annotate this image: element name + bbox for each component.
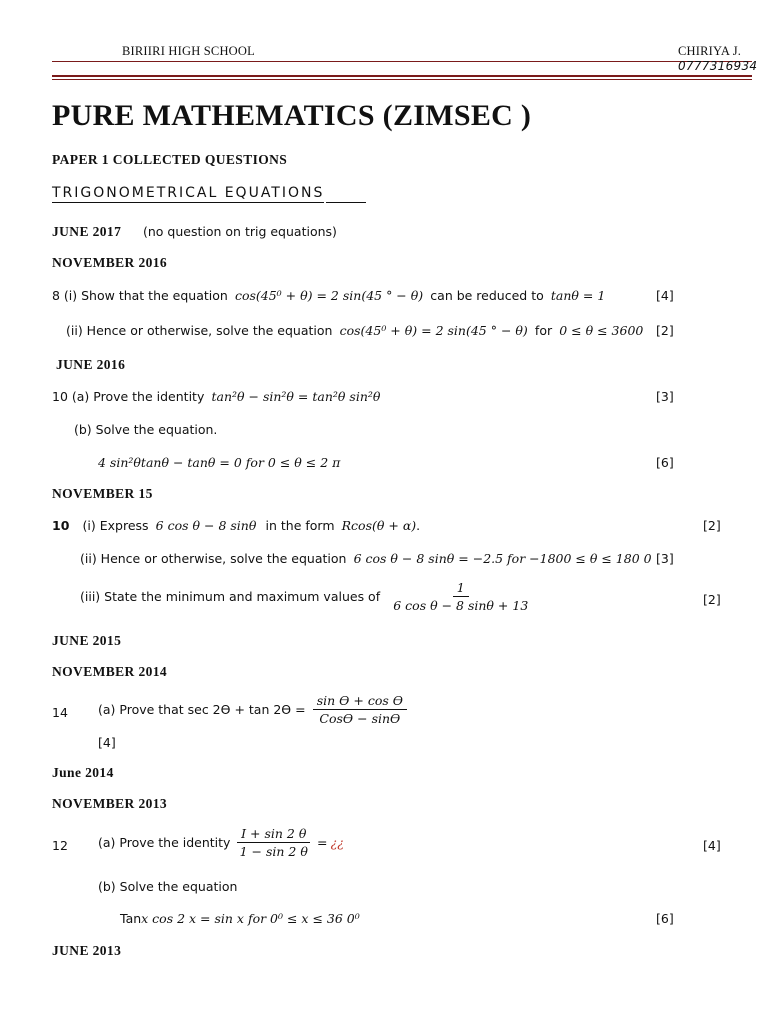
q10ii-mark: [3]	[656, 551, 674, 566]
question-10-a	[52, 389, 380, 405]
q12b-text: (b) Solve the equation	[98, 879, 238, 894]
q8i-equation: cos(45⁰ + θ) = 2 sin(45 ° − θ)	[234, 288, 424, 303]
question-10-ii	[80, 551, 652, 567]
question-10-i	[52, 518, 420, 534]
heading-november-2016: NOVEMBER 2016	[52, 255, 168, 270]
q10a-mark: [3]	[656, 389, 674, 404]
q12a-mark: [4]	[703, 838, 721, 853]
q10i-text: (i) Express	[82, 518, 149, 533]
q10ii-text: (ii) Hence or otherwise, solve the equation	[80, 551, 347, 566]
author-phone: 0777316934	[678, 59, 758, 73]
header-rule-top	[52, 61, 752, 62]
q12-number: 12	[52, 838, 68, 853]
question-12-a	[98, 826, 344, 859]
question-12-b-equation	[120, 911, 360, 927]
q10i-form: Rcos(θ + α)	[341, 518, 417, 533]
header-rule-mid	[52, 75, 752, 77]
q10b-mark: [6]	[656, 455, 674, 470]
question-14-a	[98, 693, 407, 726]
q10a-text: 10 (a) Prove the identity	[52, 389, 205, 404]
q8ii-text: (ii) Hence or otherwise, solve the equation	[66, 323, 333, 338]
q8i-text: 8 (i) Show that the equation	[52, 288, 228, 303]
q12b-prefix: Tan	[120, 911, 142, 926]
q10iii-fraction	[389, 580, 532, 613]
q10b-text: (b) Solve the equation.	[74, 422, 218, 437]
q8ii-equation: cos(45⁰ + θ) = 2 sin(45 ° − θ)	[339, 323, 528, 338]
q14-fraction	[313, 693, 407, 726]
q10i-expression: 6 cos θ − 8 sinθ	[155, 518, 257, 533]
q8ii-mark: [2]	[656, 323, 674, 338]
june-2017-note: (no question on trig equations)	[143, 224, 337, 239]
heading-june-2017: JUNE 2017	[52, 224, 122, 239]
q8i-mid-text: can be reduced to	[430, 288, 544, 303]
heading-june-2016: JUNE 2016	[56, 357, 126, 372]
heading-june-2015: JUNE 2015	[52, 633, 122, 648]
q10b-equation: 4 sin²θtanθ − tanθ = 0 for 0 ≤ θ ≤ 2 π	[98, 455, 341, 470]
heading-november-2013: NOVEMBER 2013	[52, 796, 168, 811]
q10a-equation: tan²θ − sin²θ = tan²θ sin²θ	[211, 389, 381, 404]
paper-subtitle: PAPER 1 COLLECTED QUESTIONS	[52, 152, 288, 167]
topic-text: TRIGONOMETRICAL EQUATIONS	[52, 185, 325, 201]
q12b-mark: [6]	[656, 911, 674, 926]
q14-mark: [4]	[98, 735, 116, 750]
question-8-i	[52, 288, 605, 304]
question-8-ii	[66, 323, 643, 339]
topic-underline-extension	[326, 184, 366, 203]
q8i-mark: [4]	[656, 288, 674, 303]
header-rule-bottom	[52, 79, 752, 80]
heading-november-15: NOVEMBER 15	[52, 486, 153, 501]
q10iii-text: (iii) State the minimum and maximum values of	[80, 589, 381, 604]
q10i-period: .	[416, 518, 421, 533]
author-name: CHIRIYA J.	[678, 44, 742, 58]
q14-text: (a) Prove that sec 2ϴ + tan 2ϴ =	[98, 702, 306, 717]
q12b-equation: x cos 2 x = sin x for 0⁰ ≤ x ≤ 36 0⁰	[141, 911, 360, 926]
q10i-mark: [2]	[703, 518, 721, 533]
q12a-fraction	[236, 826, 312, 859]
q8ii-for: for	[534, 323, 553, 338]
topic-heading	[52, 184, 366, 203]
q8ii-range: 0 ≤ θ ≤ 3600	[559, 323, 644, 338]
page-title: PURE MATHEMATICS (ZIMSEC )	[52, 99, 532, 132]
q14-denominator: Cosϴ − sinϴ	[319, 711, 401, 726]
q10iii-mark: [2]	[703, 592, 721, 607]
q12a-text: (a) Prove the identity	[98, 835, 231, 850]
q10i-mid-text: in the form	[265, 518, 335, 533]
q10i-number: 10	[52, 518, 70, 533]
q8i-result: tanθ = 1	[550, 288, 606, 303]
q10iii-denominator: 6 cos θ − 8 sinθ + 13	[393, 598, 529, 613]
q10iii-numerator: 1	[453, 580, 469, 597]
q10ii-equation: 6 cos θ − 8 sinθ = −2.5 for −1800 ≤ θ ≤ 180 0	[353, 551, 652, 566]
q14-numerator: sin ϴ + cos ϴ	[313, 693, 407, 710]
q12a-equals: =	[316, 835, 328, 850]
school-name: BIRIIRI HIGH SCHOOL	[122, 44, 255, 58]
heading-november-2014: NOVEMBER 2014	[52, 664, 168, 679]
heading-june-2013: JUNE 2013	[52, 943, 122, 958]
question-10-iii	[80, 580, 532, 613]
q14-number: 14	[52, 705, 68, 720]
heading-june-2014: June 2014	[52, 765, 114, 780]
q12a-numerator: I + sin 2 θ	[237, 826, 310, 843]
q12a-rhs: ¿¿	[330, 835, 344, 850]
q12a-denominator: 1 − sin 2 θ	[239, 844, 308, 859]
